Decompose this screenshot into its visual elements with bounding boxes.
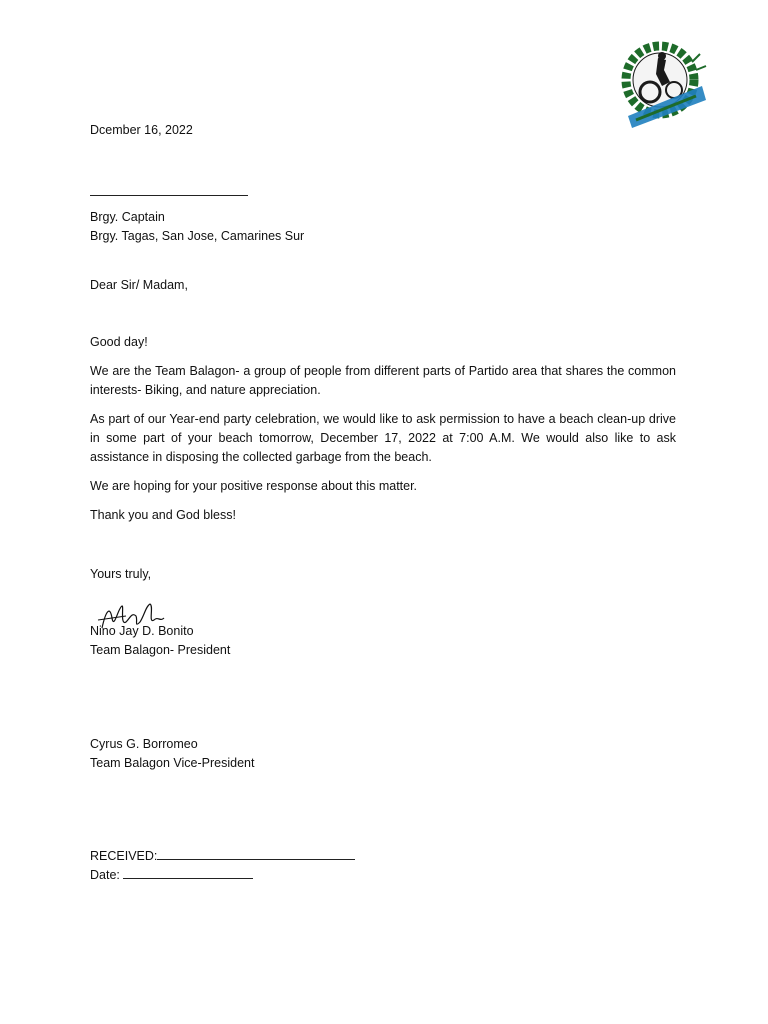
date-line [123,866,253,879]
received-row [90,847,355,866]
recipient-title: Brgy. Captain [90,210,165,224]
received-label: RECEIVED: [90,849,158,863]
signer-name: Nino Jay D. Bonito [90,624,194,638]
logo-graphic [618,40,710,136]
body-paragraph: Thank you and God bless! [90,508,236,522]
salutation: Dear Sir/ Madam, [90,278,188,292]
signer-vice-president [90,735,254,773]
recipient-block [90,208,304,246]
recipient-address: Brgy. Tagas, San Jose, Camarines Sur [90,229,305,243]
signer-position: Team Balagon Vice-President [90,756,255,770]
letter-body [90,333,676,535]
recipient-name-blank [90,185,248,196]
team-balagon-logo [618,40,710,136]
body-paragraph: We are the Team Balagon- a group of people from different parts of Partido area that shares the common interests- Biking, and nature appreciation. [90,364,676,397]
received-signature-line [157,847,355,860]
body-paragraph: We are hoping for your positive response about this matter. [90,479,418,493]
signer-president [90,622,230,660]
body-paragraph: Good day! [90,335,148,349]
received-block [90,847,355,885]
signer-position: Team Balagon- President [90,643,231,657]
date-label: Date: [90,868,120,882]
signer-name: Cyrus G. Borromeo [90,737,198,751]
closing: Yours truly, [90,567,152,581]
letter-date: Dcember 16, 2022 [90,123,193,137]
body-paragraph: As part of our Year-end party celebration, we would like to ask permission to have a beach clean-up drive in some part of your beach tomorrow, December 17, 2022 at 7:00 A.M. We would also like to ask assistance in disposing the collected garbage from the beach. [90,412,676,464]
date-row [90,866,355,885]
